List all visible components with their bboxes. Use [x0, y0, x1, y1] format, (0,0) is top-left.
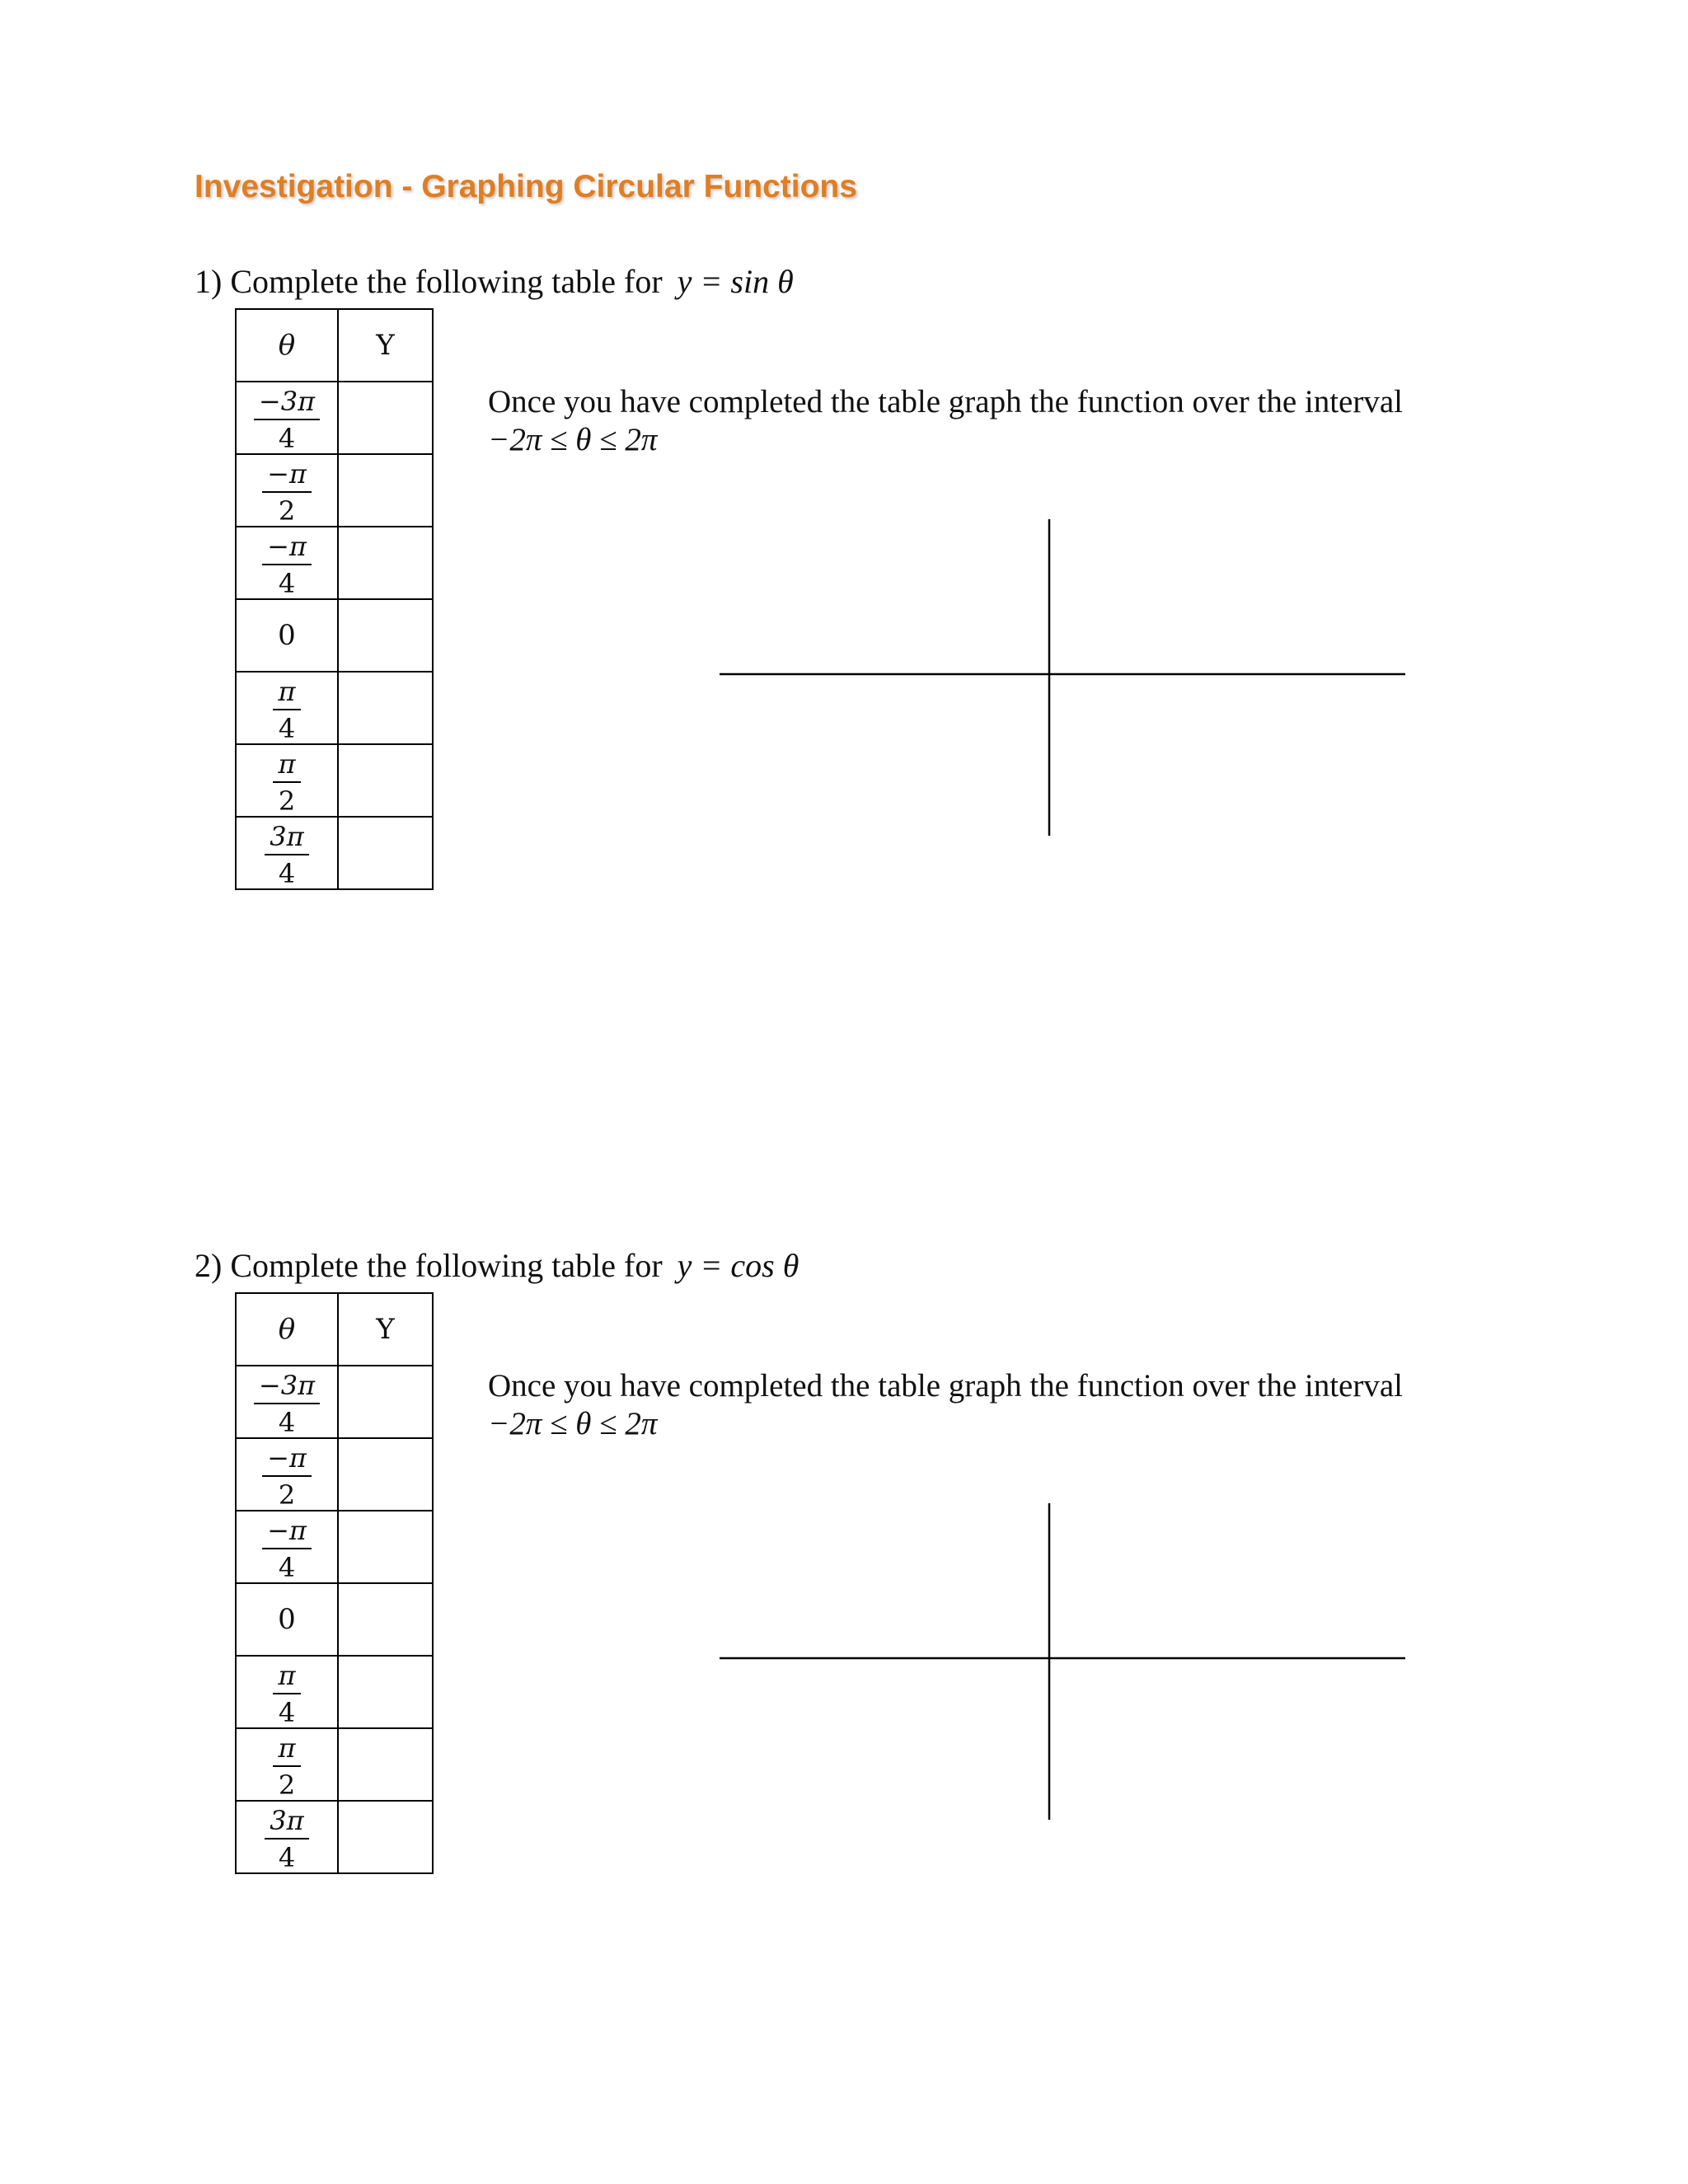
theta-denominator: 4 — [278, 1406, 296, 1438]
y-header: Y — [338, 309, 433, 382]
theta-header: θ — [236, 1293, 338, 1366]
worksheet-title: Investigation - Graphing Circular Functions — [195, 169, 857, 204]
question-1-prompt-text: 1) Complete the following table for — [195, 263, 663, 300]
theta-denominator: 4 — [278, 422, 296, 454]
question-2-graph-axes[interactable] — [0, 1167, 1688, 1826]
theta-numerator: −π — [267, 1514, 307, 1546]
question-1 — [0, 183, 1688, 889]
theta-numerator: −3π — [258, 1369, 316, 1401]
theta-denominator: 4 — [278, 712, 296, 744]
theta-denominator: 2 — [278, 785, 296, 817]
instruction-text: Once you have completed the table graph the function over the interval — [488, 1368, 1403, 1404]
question-2-prompt-text: 2) Complete the following table for — [195, 1247, 663, 1284]
question-2-equation: y = cos θ — [677, 1247, 799, 1284]
theta-numerator: −π — [267, 530, 307, 562]
theta-denominator: 4 — [278, 1696, 296, 1728]
interval-text: −2π ≤ θ ≤ 2π — [488, 1406, 658, 1441]
theta-denominator: 2 — [278, 494, 296, 527]
question-1-equation: y = sin θ — [677, 263, 794, 300]
theta-denominator: 4 — [278, 567, 296, 599]
theta-denominator: 2 — [278, 1479, 296, 1511]
y-header: Y — [338, 1293, 433, 1366]
theta-numerator: 3π — [270, 1804, 304, 1836]
theta-cell: 0 — [236, 1583, 338, 1656]
question-2 — [0, 1167, 1688, 1873]
theta-denominator: 4 — [278, 1841, 296, 1873]
theta-denominator: 4 — [278, 857, 296, 889]
theta-header: θ — [236, 309, 338, 382]
instruction-text: Once you have completed the table graph the function over the interval — [488, 384, 1403, 419]
theta-numerator: π — [278, 1659, 296, 1691]
theta-numerator: π — [278, 748, 296, 780]
question-1-graph-axes[interactable] — [0, 183, 1688, 842]
theta-numerator: −3π — [258, 385, 316, 417]
theta-cell: 0 — [236, 599, 338, 672]
theta-denominator: 4 — [278, 1551, 296, 1583]
theta-numerator: 3π — [270, 820, 304, 852]
interval-text: −2π ≤ θ ≤ 2π — [488, 422, 658, 457]
theta-numerator: π — [278, 675, 296, 707]
theta-numerator: π — [278, 1732, 296, 1764]
theta-numerator: −π — [267, 1441, 307, 1474]
theta-denominator: 2 — [278, 1769, 296, 1801]
theta-numerator: −π — [267, 457, 307, 490]
